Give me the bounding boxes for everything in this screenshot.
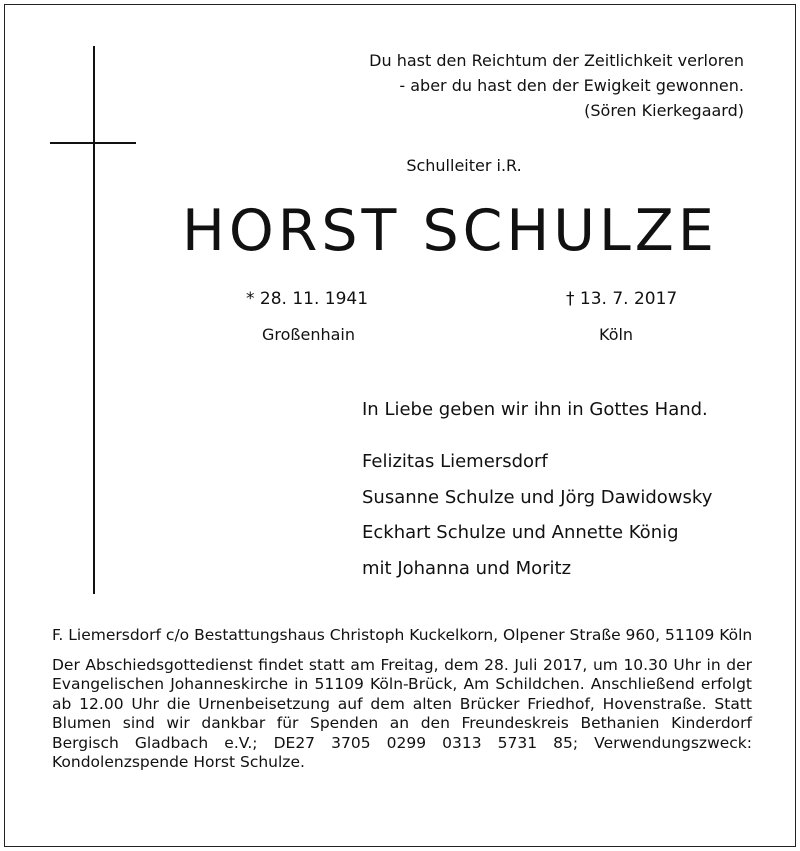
- deceased-title: Schulleiter i.R.: [406, 156, 522, 175]
- death-place: Köln: [599, 325, 634, 344]
- death-date: † 13. 7. 2017: [566, 289, 678, 309]
- quote-line: - aber du hast den der Ewigkeit gewonnen.: [399, 76, 744, 95]
- mourner-name: Felizitas Liemersdorf: [362, 451, 548, 472]
- quote-line: Du hast den Reichtum der Zeitlichkeit verloren: [369, 51, 744, 70]
- cross-vertical-bar: [93, 46, 95, 594]
- mourner-name: Susanne Schulze und Jörg Dawidowsky: [362, 487, 713, 508]
- mourner-name: mit Johanna und Moritz: [362, 558, 572, 579]
- birth-place: Großenhain: [262, 325, 356, 344]
- funeral-info: [52, 626, 752, 773]
- contact-address: F. Liemersdorf c/o Bestattungshaus Christoph Kuckelkorn, Olpener Straße 960, 51109 Köln: [52, 626, 753, 644]
- cross-horizontal-bar: [50, 142, 136, 144]
- mourners-intro: In Liebe geben wir ihn in Gottes Hand.: [362, 399, 708, 420]
- mourner-name: Eckhart Schulze und Annette König: [362, 522, 679, 543]
- funeral-details: Der Abschiedsgottedienst findet statt am Freitag, dem 28. Juli 2017, um 10.30 Uhr in der Evangelischen Johanneskirche in 51109 Köln-Brück, Am Schildchen. Anschließend erfolgt ab 12.00 Uhr die Urnenbeisetzung auf dem alten Brücker Friedhof, Hovenstraße. Statt Blumen sind wir dankbar für Spenden an den Freundeskreis Bethanien Kinderdorf Bergisch Gladbach e.V.; DE27 3705 0299 0313 5731 85; Verwendungszweck: Kondolenzspende Horst Schulze.: [52, 655, 752, 771]
- quote-author: (Sören Kierkegaard): [584, 101, 744, 120]
- kierkegaard-quote: [369, 48, 744, 123]
- deceased-name: HORST SCHULZE: [182, 198, 718, 264]
- birth-date: * 28. 11. 1941: [246, 289, 369, 309]
